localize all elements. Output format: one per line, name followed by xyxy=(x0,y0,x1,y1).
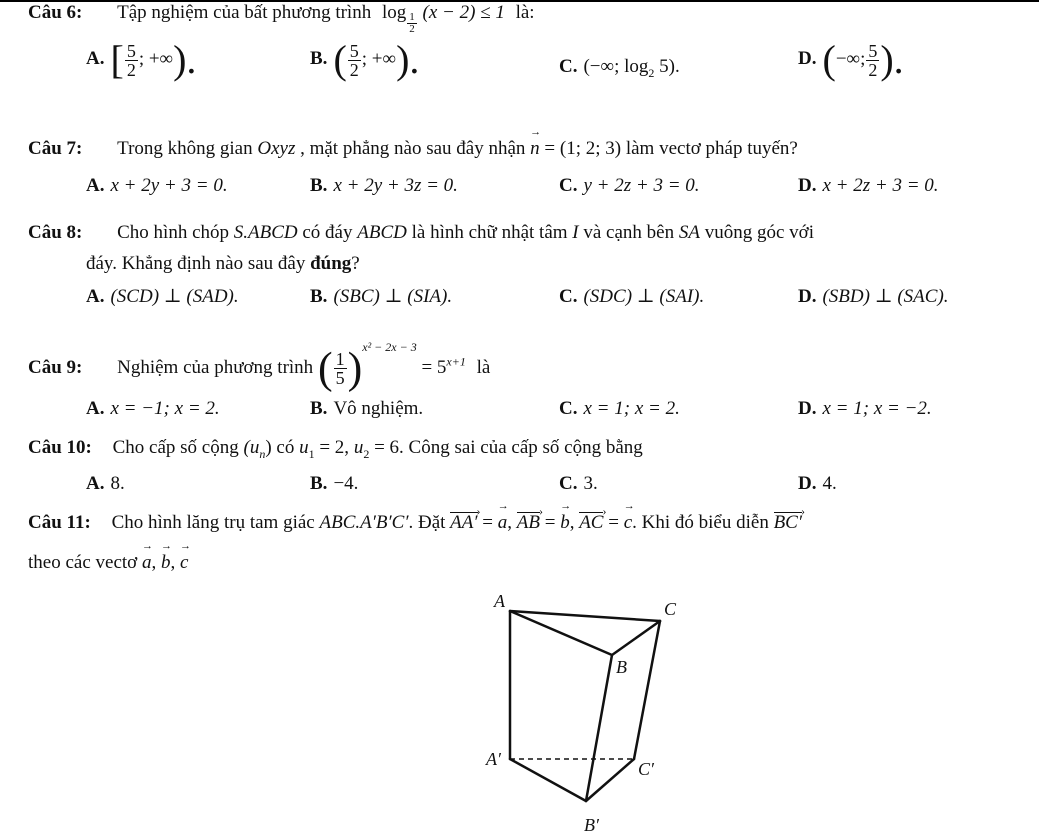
edge-CC1 xyxy=(634,621,660,759)
q10-option-d[interactable]: D. 4. xyxy=(798,473,837,494)
q7-option-c[interactable]: C. y + 2z + 3 = 0. xyxy=(559,175,700,196)
q6-option-a[interactable]: A. [ $\frac{5}{2}$ ; +∞). xyxy=(86,37,197,82)
question-11-line2: theo các vectơ → a, → b, → c xyxy=(28,552,188,574)
q7-option-a[interactable]: A. x + 2y + 3 = 0. xyxy=(86,175,228,196)
q6-option-c[interactable]: C. (−∞; $\log_2 5$). xyxy=(559,56,680,80)
log-expression: log $\frac{1}{2}$ (x − 2) ≤ 1 xyxy=(381,2,505,35)
q10-option-b[interactable]: B. −4. xyxy=(310,473,359,494)
q7-option-d[interactable]: D. x + 2z + 3 = 0. xyxy=(798,175,939,196)
q8-option-b[interactable]: B. (SBC) ⊥ (SIA). xyxy=(310,286,453,307)
q10-option-a[interactable]: A. 8. xyxy=(86,473,125,494)
label-B: B xyxy=(616,657,627,677)
label-A1: A′ xyxy=(486,749,501,769)
question-9: Câu 9: Nghiệm của phương trình ( $\frac{1}{5}$ )$^{x^2 - 2x - 3} = 5^{x+1}$ là xyxy=(28,340,491,393)
q6-option-d[interactable]: D. (−∞; $\frac{5}{2}$ ). xyxy=(798,37,904,82)
label-B1: B′ xyxy=(584,815,599,835)
question-8-line2: đáy. Khẳng định nào sau đây đúng? xyxy=(86,253,360,274)
prism-figure xyxy=(450,587,710,837)
question-8: Câu 8: Cho hình chóp S.ABCD có đáy ABCD là hình chữ nhật tâm I và cạnh bên SA vuông góc với xyxy=(28,222,814,243)
edge-A1B1 xyxy=(510,759,586,801)
question-text: Tập nghiệm của bất phương trình xyxy=(117,2,372,23)
q9-option-b[interactable]: B. Vô nghiệm. xyxy=(310,398,424,419)
q8-option-c[interactable]: C. (SDC) ⊥ (SAI). xyxy=(559,286,705,307)
question-suffix: là: xyxy=(515,2,535,23)
q9-option-a[interactable]: A. x = −1; x = 2. xyxy=(86,398,220,419)
label-C1: C′ xyxy=(638,759,654,779)
question-11: Câu 11: Cho hình lăng trụ tam giác ABC.A′B′C′. Đặt AA′ › = → a, AB › = → b, AC › = → c. Khi đó biểu diễn BC′ › xyxy=(28,512,802,534)
edge-BB1 xyxy=(586,655,612,801)
edge-BC xyxy=(612,621,660,655)
question-label: Câu 7: xyxy=(28,138,83,159)
log-base: $\frac{1}{2}$ xyxy=(409,11,415,35)
q6-option-b[interactable]: B. ( $\frac{5}{2}$ ; +∞). xyxy=(310,37,420,82)
question-label: Câu 11: xyxy=(28,512,91,533)
q8-option-d[interactable]: D. (SBD) ⊥ (SAC). xyxy=(798,286,949,307)
q9-option-d[interactable]: D. x = 1; x = −2. xyxy=(798,398,932,419)
question-label: Câu 8: xyxy=(28,222,83,243)
label-C: C xyxy=(664,599,677,619)
q10-option-c[interactable]: C. 3. xyxy=(559,473,598,494)
question-6 xyxy=(28,2,535,35)
normal-vector: → n xyxy=(530,138,540,160)
question-7: Câu 7: Trong không gian Oxyz , mặt phẳng nào sau đây nhận → n = (1; 2; 3) làm vectơ pháp tuyến? xyxy=(28,138,798,160)
question-label: Câu 6: xyxy=(28,2,83,23)
label-A: A xyxy=(494,591,505,611)
question-label: Câu 9: xyxy=(28,357,83,378)
q9-option-c[interactable]: C. x = 1; x = 2. xyxy=(559,398,680,419)
question-10: Câu 10: Cho cấp số cộng $(u_n)$ có $u_1 = 2$, $u_2 = 6$. Công sai của cấp số cộng bằng xyxy=(28,437,643,461)
question-label: Câu 10: xyxy=(28,437,92,458)
q8-option-a[interactable]: A. (SCD) ⊥ (SAD). xyxy=(86,286,239,307)
q7-option-b[interactable]: B. x + 2y + 3z = 0. xyxy=(310,175,458,196)
